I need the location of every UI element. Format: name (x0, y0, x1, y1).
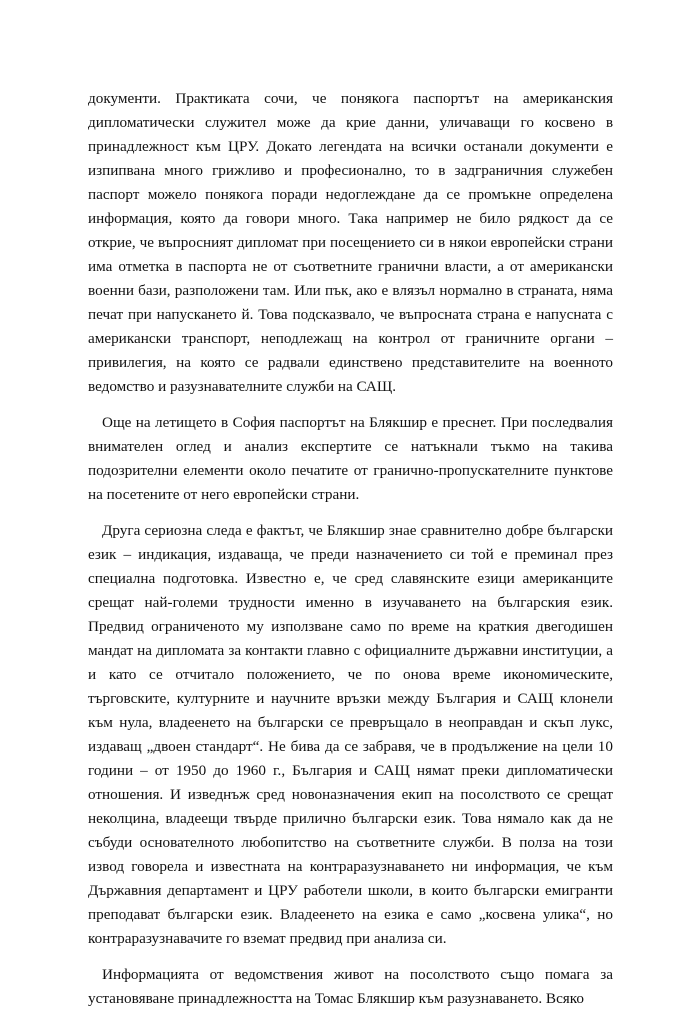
document-page (88, 87, 613, 1011)
paragraph-sofia-airport: Още на летището в София паспортът на Блякшир е преснет. При последвалия внимателен оглед и анализ експертите се натъкнали тъкмо на такива подозрителни елементи около печатите от гранично-пропускателните пунктове на посетените от него европейски страни. (88, 414, 613, 503)
paragraph-language-knowledge: Друга сериозна следа е фактът, че Блякшир знае сравнително добре български език – индикация, издаваща, че преди назначението си той е преминал през специална подготовка. Известно е, че сред славянските езици американците срещат най-големи трудности именно в изучаването на българския език. Предвид ограниченото му използване само по време на краткия двегодишен мандат на дипломата за контакти главно с официалните държавни институции, а и като се отчитало положението, че по онова време икономическите, търговските, културните и научните връзки между България и САЩ клонели към нула, владеенето на български се превръщало в неоправдан и скъп лукс, издаващ „двоен стандарт“. Не бива да се забравя, че в продължение на цели 10 години – от 1950 до 1960 г., България и САЩ нямат преки дипломатически отношения. И изведнъж сред новоназначения екип на посолството се срещат неколцина, владеещи твърде прилично български език. Това нямало как да не събуди основателното любопитство на съответните служби. В полза на този извод говорела и известната на контраразузнаването ни информация, че към Държавния департамент и ЦРУ работели школи, в които български емигранти преподават български език. Владеенето на езика е само „косвена улика“, но контраразузнавачите го вземат предвид при анализа си. (88, 522, 613, 947)
paragraph-embassy-info: Информацията от ведомствения живот на посолството също помага за установяване принадлежността на Томас Блякшир към разузнаването. Всяко (88, 966, 613, 1007)
paragraph-passport-evidence: документи. Практиката сочи, че понякога паспортът на американския дипломатически служител може да крие данни, уличаващи го косвено в принадлежност към ЦРУ. Докато легендата на всички останали документи е изпипвана много грижливо и професионално, то в задграничния служебен паспорт можело понякога поради недоглеждане да се промъкне определена информация, която да говори много. Така например не било рядкост да се открие, че въпросният дипломат при посещението си в някои европейски страни има отметка в паспорта не от съответните гранични власти, а от американски военни бази, разположени там. Или пък, ако е влязъл нормално в страната, няма печат при напускането й. Това подсказвало, че въпросната страна е напусната с американски транспорт, неподлежащ на контрол от граничните органи – привилегия, на която се радвали единствено представителите на военното ведомство и разузнавателните служби на САЩ. (88, 90, 613, 395)
